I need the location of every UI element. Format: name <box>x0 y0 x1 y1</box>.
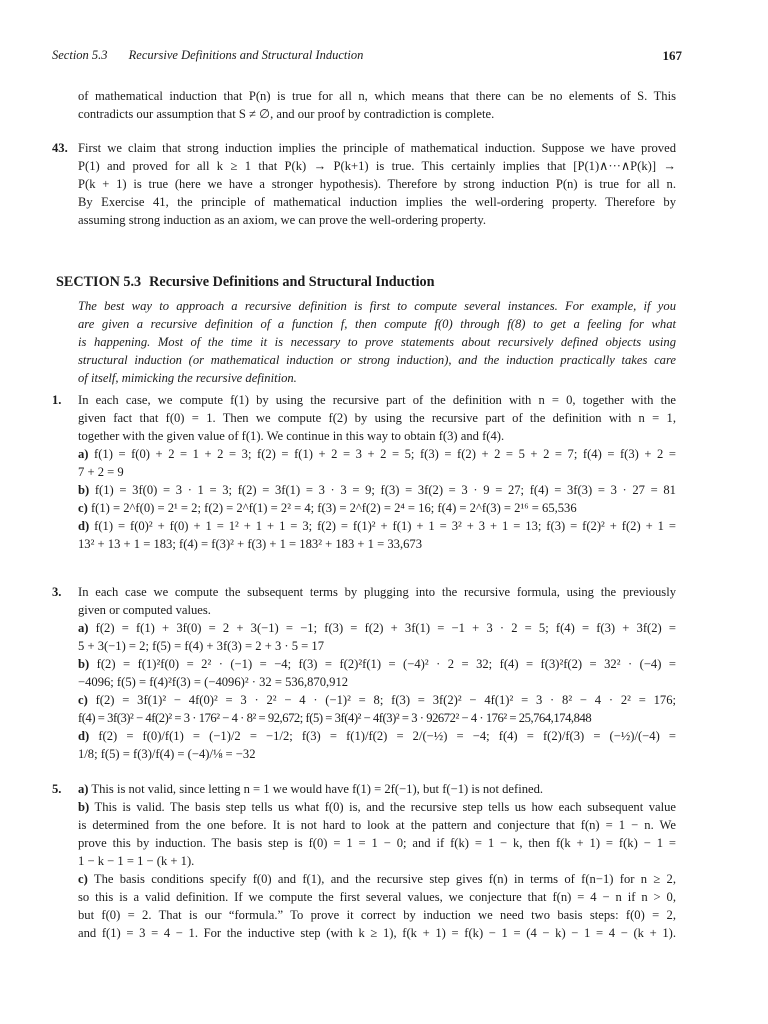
part-c-line <box>78 499 676 517</box>
text-run: f(1) = 2^f(0) = 2¹ = 2; f(2) = 2^f(1) = 2² = 4; f(3) = 2^f(2) = 2⁴ = 16; f(4) = 2^f(3) = 2¹⁶ = 65,536 <box>90 501 577 515</box>
exercise-number: 43. <box>52 141 68 155</box>
section-intro <box>78 297 676 387</box>
exercise-1 <box>52 391 676 553</box>
text-run: This is not valid, since letting n = 1 we would have f(1) = 2f(−1), but f(−1) is not defined. <box>91 782 544 796</box>
exercise-5 <box>52 780 676 942</box>
text-run: f(1) = f(0)² + f(0) + 1 = 1² + 1 + 1 = 3; f(2) = f(1)² + f(1) + 1 = 3² + 3 + 1 = 13; f(3) = f(2)² + f(2) + 1 = <box>94 519 676 533</box>
text-line: −4096; f(5) = f(4)²f(3) = (−4096)² · 32 = 536,870,912 <box>78 675 349 689</box>
continuation-paragraph <box>78 87 676 123</box>
text-line: structural induction (or mathematical induction or strong induction), and the induction practically takes care <box>78 353 676 367</box>
text-run: f(2) = f(0)/f(1) = (−1)/2 = −1/2; f(3) = f(1)/f(2) = 2/(−½) = −4; f(4) = f(2)/f(3) = (−½)/(−4) = <box>98 729 676 743</box>
part-b-line <box>78 798 676 816</box>
header-section: Section 5.3 <box>52 48 108 62</box>
part-c-line <box>78 691 676 709</box>
exercise-number: 3. <box>52 585 62 599</box>
text-line: f(4) = 3f(3)² − 4f(2)² = 3 · 176² − 4 · 8² = 92,672; f(5) = 3f(4)² − 4f(3)² = 3 · 92672² − 4 · 176² = 25,764,174,848 <box>78 711 592 725</box>
text-line: is happening. Most of the time it is necessary to prove statements about recursively defined objects using <box>78 335 676 349</box>
text-line: P(1) and proved for all k ≥ 1 that P(k) → P(k+1) is true. This certainly implies that [P(1)∧···∧P(k)] → <box>78 159 676 173</box>
part-label: d) <box>78 729 90 743</box>
text-run: f(2) = 3f(1)² − 4f(0)² = 3 · 2² − 4 · (−1)² = 8; f(3) = 3f(2)² − 4f(1)² = 3 · 8² − 4 · 2² = 176; <box>95 693 676 707</box>
part-a-line <box>78 780 676 798</box>
text-line: together with the given value of f(1). We continue in this way to obtain f(3) and f(4). <box>78 429 505 443</box>
exercise-43 <box>52 139 676 229</box>
text-line: By Exercise 41, the principle of mathematical induction implies the well-ordering property. Therefore by <box>78 195 676 209</box>
part-label: a) <box>78 621 89 635</box>
page-number: 167 <box>662 48 682 63</box>
part-b-line <box>78 481 676 499</box>
part-label: b) <box>78 800 90 814</box>
text-line: given or computed values. <box>78 603 211 617</box>
part-label: a) <box>78 447 89 461</box>
header-title: Recursive Definitions and Structural Induction <box>128 48 364 62</box>
part-a-line <box>78 445 676 463</box>
part-label: c) <box>78 693 88 707</box>
text-line: P(k + 1) is true (here we have a stronger hypothesis). Therefore by strong induction P(n) is true for all n. <box>78 177 676 191</box>
text-line: 5 + 3(−1) = 2; f(5) = f(4) + 3f(3) = 2 + 3 · 5 = 17 <box>78 639 325 653</box>
text-line: 7 + 2 = 9 <box>78 465 124 479</box>
text-line: but f(0) = 2. That is our “formula.” To prove it correct by induction we need two basis steps: f(0) = 2, <box>78 908 676 922</box>
text-line: assuming strong induction as an axiom, we can prove the well-ordering property. <box>78 213 487 227</box>
section-title: Recursive Definitions and Structural Induction <box>149 274 435 290</box>
text-run: f(1) = 3f(0) = 3 · 1 = 3; f(2) = 3f(1) = 3 · 3 = 9; f(3) = 3f(2) = 3 · 9 = 27; f(4) = 3f(3) = 3 · 27 = 81 <box>94 483 676 497</box>
text-line: First we claim that strong induction implies the principle of mathematical induction. Suppose we have proved <box>78 141 676 155</box>
text-line: of mathematical induction that P(n) is true for all n, which means that there can be no elements of S. This <box>78 89 676 103</box>
text-run: f(1) = f(0) + 2 = 1 + 2 = 3; f(2) = f(1) + 2 = 3 + 2 = 5; f(3) = f(2) + 2 = 5 + 2 = 7; f(4) = f(3) + 2 = <box>94 447 676 461</box>
part-label: d) <box>78 519 90 533</box>
text-line: contradicts our assumption that S ≠ ∅, and our proof by contradiction is complete. <box>78 107 495 121</box>
part-a-line <box>78 619 676 637</box>
part-d-line <box>78 727 676 745</box>
part-b-line <box>78 655 676 673</box>
part-c-line <box>78 870 676 888</box>
part-label: b) <box>78 483 90 497</box>
text-line: 13² + 13 + 1 = 183; f(4) = f(3)² + f(3) + 1 = 183² + 183 + 1 = 33,673 <box>78 537 422 551</box>
text-run: The basis conditions specify f(0) and f(1), and the recursive step gives f(n) in terms of f(n−1) for n ≥ 2, <box>93 872 676 886</box>
text-line: so this is a valid definition. If we compute the first several values, we conjecture that f(n) = 4 − n if n > 0, <box>78 890 676 904</box>
section-label: SECTION 5.3 <box>56 274 142 290</box>
text-line: is determined from the one before. It is not hard to look at the pattern and conjecture that f(n) = 1 − n. We <box>78 818 676 832</box>
text-line: In each case, we compute f(1) by using the recursive part of the definition with n = 0, together with the <box>78 393 676 407</box>
exercise-3 <box>52 583 676 763</box>
exercise-number: 5. <box>52 782 62 796</box>
running-header <box>52 48 682 63</box>
text-line: prove this by induction. The basis step is f(0) = 1 = 1 − 0; and if f(k) = 1 − k, then f(k + 1) = f(k) − 1 = <box>78 836 676 850</box>
text-run: f(2) = f(1) + 3f(0) = 2 + 3(−1) = −1; f(3) = f(2) + 3f(1) = −1 + 3 · 2 = 5; f(4) = f(3) + 3f(2) = <box>95 621 676 635</box>
text-run: This is valid. The basis step tells us what f(0) is, and the recursive step tells us how each subsequent value <box>94 800 676 814</box>
section-heading <box>56 274 435 291</box>
text-line: of itself, mimicking the recursive definition. <box>78 371 297 385</box>
text-line: are given a recursive definition of a function f, then compute f(0) through f(8) to get a feeling for what <box>78 317 676 331</box>
text-line: 1/8; f(5) = f(3)/f(4) = (−4)/⅛ = −32 <box>78 747 256 761</box>
text-line: The best way to approach a recursive definition is first to compute several instances. For example, if you <box>78 299 676 313</box>
part-label: a) <box>78 782 89 796</box>
exercise-number: 1. <box>52 393 62 407</box>
text-line: and f(1) = 3 = 4 − 1. For the inductive step (with k ≥ 1), f(k + 1) = f(k) − 1 = (4 − k) − 1 = 4 − (k + 1). <box>78 926 676 940</box>
text-line: 1 − k − 1 = 1 − (k + 1). <box>78 854 195 868</box>
part-label: b) <box>78 657 90 671</box>
part-label: c) <box>78 501 88 515</box>
part-d-line <box>78 517 676 535</box>
part-label: c) <box>78 872 88 886</box>
text-line: In each case we compute the subsequent terms by plugging into the recursive formula, using the previously <box>78 585 676 599</box>
text-line: given fact that f(0) = 1. Then we compute f(2) by using the recursive part of the definition with n = 1, <box>78 411 676 425</box>
text-run: f(2) = f(1)²f(0) = 2² · (−1) = −4; f(3) = f(2)²f(1) = (−4)² · 2 = 32; f(4) = f(3)²f(2) = 32² · (−4) = <box>96 657 676 671</box>
